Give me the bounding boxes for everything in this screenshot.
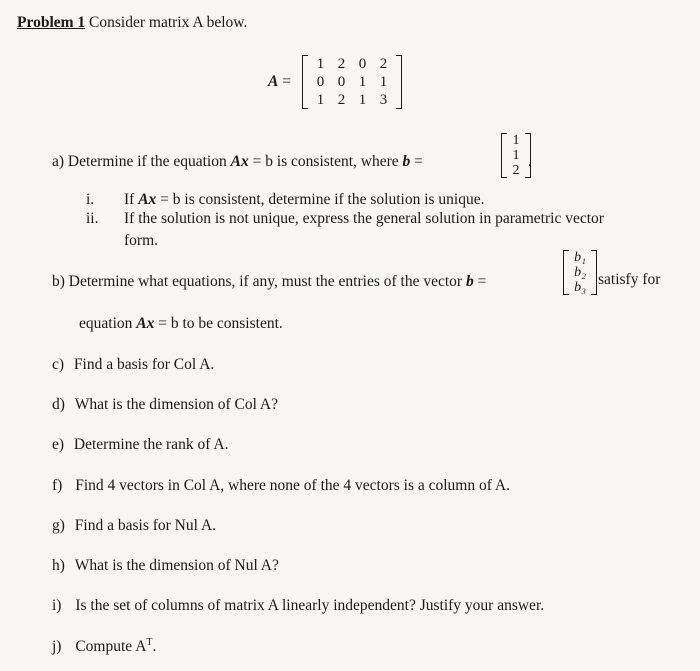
sub-i-ax: Ax bbox=[138, 191, 157, 208]
part-g bbox=[52, 517, 216, 535]
part-a-ax: Ax bbox=[230, 153, 249, 170]
part-a-rest: = b is consistent, where bbox=[248, 153, 403, 170]
part-a-period: . bbox=[528, 153, 532, 170]
part-g-text: Find a basis for Nul A. bbox=[74, 517, 217, 534]
vector-b bbox=[501, 133, 531, 178]
part-f bbox=[52, 477, 510, 495]
vector-b-cell: 2 bbox=[512, 163, 520, 178]
matrix-a-lhs bbox=[268, 73, 291, 91]
matrix-a-cell: 2 bbox=[337, 92, 346, 108]
part-e-label: e) bbox=[52, 436, 65, 453]
part-b-post: satisfy for bbox=[598, 271, 661, 288]
matrix-a-cell: 1 bbox=[358, 92, 367, 108]
part-j-text: Compute A bbox=[75, 638, 147, 656]
part-j bbox=[52, 637, 156, 656]
part-b-pre: Determine what equations, if any, must the entries of the vector bbox=[68, 273, 466, 290]
sub-i-pre: If bbox=[124, 191, 139, 208]
part-b-line2 bbox=[79, 315, 283, 333]
part-j-sup: T bbox=[146, 637, 153, 648]
problem-label: Problem 1 bbox=[17, 14, 86, 31]
vector-b-grid bbox=[507, 133, 525, 178]
matrix-a-cell: 2 bbox=[379, 56, 388, 72]
part-c bbox=[52, 356, 214, 374]
part-a-sub-ii-line1: If the solution is not unique, express the general solution in parametric vector bbox=[124, 210, 604, 227]
part-a-sub-i bbox=[124, 191, 484, 209]
part-a-text1: Determine if the equation bbox=[67, 153, 231, 170]
part-d-text: What is the dimension of Col A? bbox=[74, 396, 278, 413]
part-a-line bbox=[52, 153, 423, 171]
part-e-text: Determine the rank of A. bbox=[73, 436, 229, 453]
part-g-label: g) bbox=[52, 517, 65, 534]
vector-b-entries bbox=[563, 250, 597, 295]
part-i-text: Is the set of columns of matrix A linearly independent? Justify your answer. bbox=[75, 597, 545, 614]
matrix-a-cell: 1 bbox=[316, 92, 325, 108]
matrix-a-cell: 1 bbox=[379, 74, 388, 90]
part-d bbox=[52, 396, 278, 414]
part-a-sub-ii-label: ii. bbox=[86, 210, 99, 227]
vector-b-cell: 1 bbox=[512, 148, 520, 163]
part-a-equals: = bbox=[410, 153, 423, 170]
part-h bbox=[52, 557, 279, 575]
part-a-sub-i-label: i. bbox=[86, 191, 95, 208]
matrix-a-cell: 1 bbox=[316, 56, 325, 72]
vector-entries-right-bracket bbox=[591, 250, 597, 295]
vector-entries-grid bbox=[569, 250, 591, 295]
sub-i-post: = b is consistent, determine if the solution is unique. bbox=[156, 191, 485, 208]
matrix-a-cell: 0 bbox=[358, 56, 367, 72]
part-a-label: a) bbox=[52, 153, 65, 170]
matrix-a-cell: 3 bbox=[379, 92, 388, 108]
part-f-text: Find 4 vectors in Col A, where none of the 4 vectors is a column of A. bbox=[75, 477, 510, 494]
part-d-label: d) bbox=[52, 396, 65, 413]
part-b-line2-pre: equation bbox=[79, 315, 137, 332]
matrix-a-cell: 0 bbox=[316, 74, 325, 90]
part-b-line2-post: = b to be consistent. bbox=[154, 315, 283, 332]
matrix-a-cell: 2 bbox=[337, 56, 346, 72]
part-c-text: Find a basis for Col A. bbox=[73, 356, 215, 373]
part-i-label: i) bbox=[52, 597, 62, 614]
part-j-end: . bbox=[152, 638, 157, 656]
matrix-a-name: A bbox=[268, 73, 279, 90]
part-e bbox=[52, 436, 228, 454]
vector-entry-cell: b₂ bbox=[574, 265, 586, 280]
vector-entry-cell: b₁ bbox=[574, 250, 586, 265]
matrix-a bbox=[302, 55, 402, 109]
part-c-label: c) bbox=[52, 356, 65, 373]
part-f-label: f) bbox=[52, 477, 63, 494]
vector-entry-cell: b₃ bbox=[574, 280, 586, 295]
matrix-a-cell: 0 bbox=[337, 74, 346, 90]
part-h-text: What is the dimension of Nul A? bbox=[74, 557, 279, 574]
part-j-label: j) bbox=[52, 638, 62, 656]
part-b-label: b) bbox=[52, 273, 65, 290]
matrix-right-bracket bbox=[396, 55, 402, 109]
part-b-equals: = bbox=[473, 273, 487, 290]
part-b-vec-name: b bbox=[465, 273, 474, 290]
vector-b-cell: 1 bbox=[512, 133, 520, 148]
part-h-label: h) bbox=[52, 557, 65, 574]
part-a-b: b bbox=[402, 153, 411, 170]
part-a-sub-ii-line2: form. bbox=[124, 232, 159, 249]
matrix-a-equals: = bbox=[282, 73, 291, 90]
part-b-line2-ax: Ax bbox=[136, 315, 155, 332]
matrix-a-cell: 1 bbox=[358, 74, 367, 90]
problem-intro: Consider matrix A below. bbox=[89, 14, 248, 31]
part-i bbox=[52, 597, 544, 615]
problem-header bbox=[17, 14, 247, 32]
matrix-a-grid bbox=[308, 55, 396, 109]
part-b-line1 bbox=[52, 273, 486, 291]
